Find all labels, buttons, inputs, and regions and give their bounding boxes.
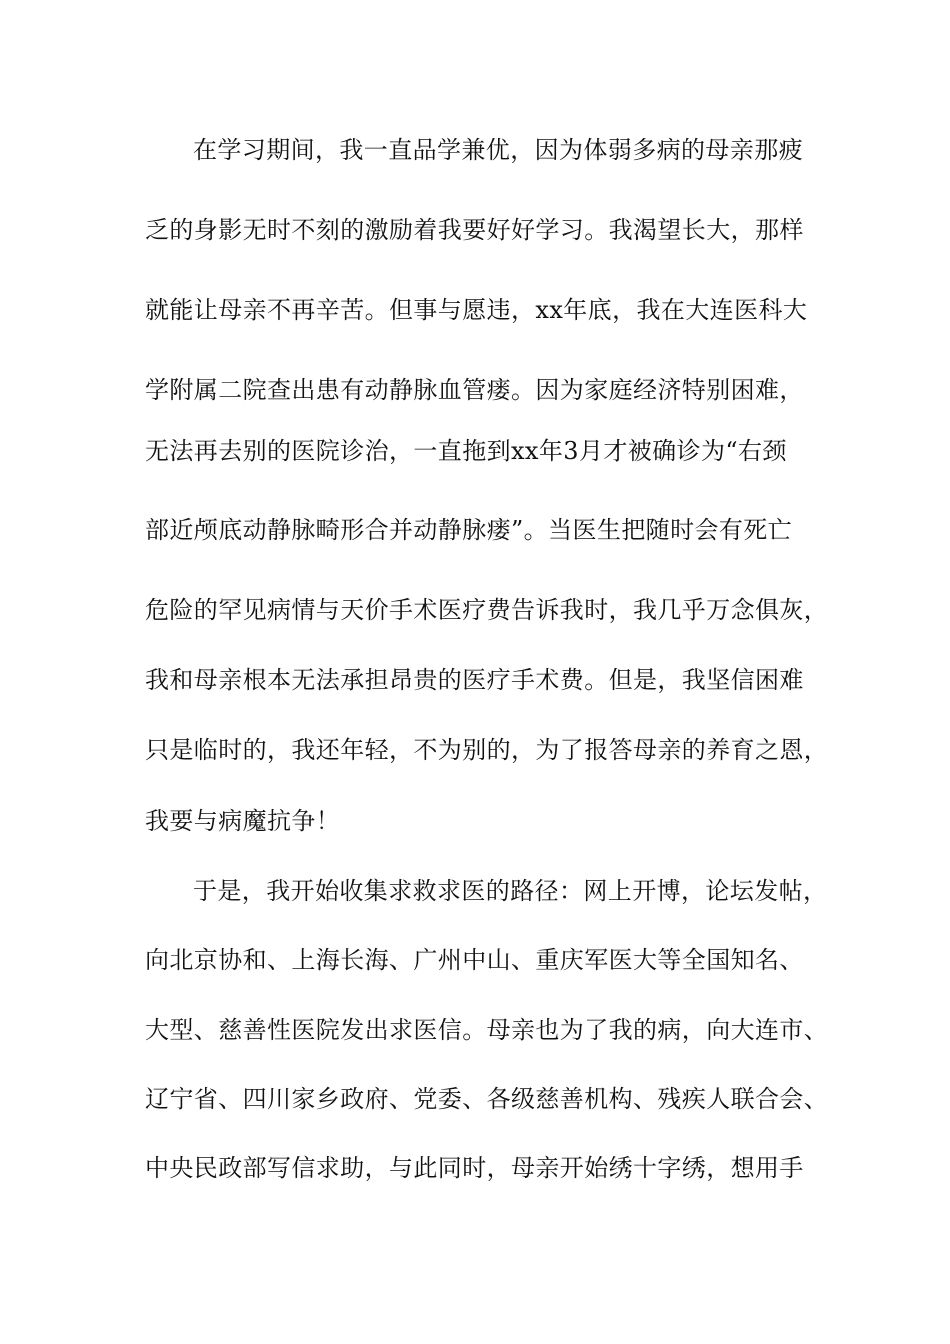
paragraph-2-line-2: 向北京协和、上海长海、广州中山、重庆军医大等全国知名、 — [145, 946, 804, 974]
paragraph-1-line-6: 部近颅底动静脉畸形合并动静脉瘘”。当医生把随时会有死亡 — [145, 516, 793, 544]
paragraph-1-line-8: 我和母亲根本无法承担昂贵的医疗手术费。但是，我坚信困难 — [145, 666, 804, 694]
paragraph-1-line-3: 就能让母亲不再辛苦。但事与愿违，xx年底，我在大连医科大 — [145, 296, 808, 324]
paragraph-1-line-9: 只是临时的，我还年轻，不为别的，为了报答母亲的养育之恩， — [145, 736, 829, 764]
paragraph-1-line-7: 危险的罕见病情与天价手术医疗费告诉我时，我几乎万念俱灰， — [145, 596, 829, 624]
paragraph-2-line-4: 辽宁省、四川家乡政府、党委、各级慈善机构、残疾人联合会、 — [145, 1085, 829, 1113]
paragraph-1-line-1: 在学习期间，我一直品学兼优，因为体弱多病的母亲那疲 — [193, 136, 803, 164]
paragraph-1-line-4: 学附属二院查出患有动静脉血管瘘。因为家庭经济特别困难， — [145, 376, 804, 404]
paragraph-1-line-2: 乏的身影无时不刻的激励着我要好好学习。我渴望长大，那样 — [145, 216, 804, 244]
paragraph-2-line-5: 中央民政部写信求助，与此同时，母亲开始绣十字绣，想用手 — [145, 1154, 804, 1182]
paragraph-2-line-1: 于是，我开始收集求救求医的路径：网上开博，论坛发帖， — [193, 877, 828, 905]
paragraph-1-line-10: 我要与病魔抗争！ — [145, 807, 341, 835]
paragraph-1-line-5: 无法再去别的医院诊治，一直拖到xx年3月才被确诊为“右颈 — [145, 437, 787, 465]
paragraph-2-line-3: 大型、慈善性医院发出求医信。母亲也为了我的病，向大连市、 — [145, 1016, 829, 1044]
